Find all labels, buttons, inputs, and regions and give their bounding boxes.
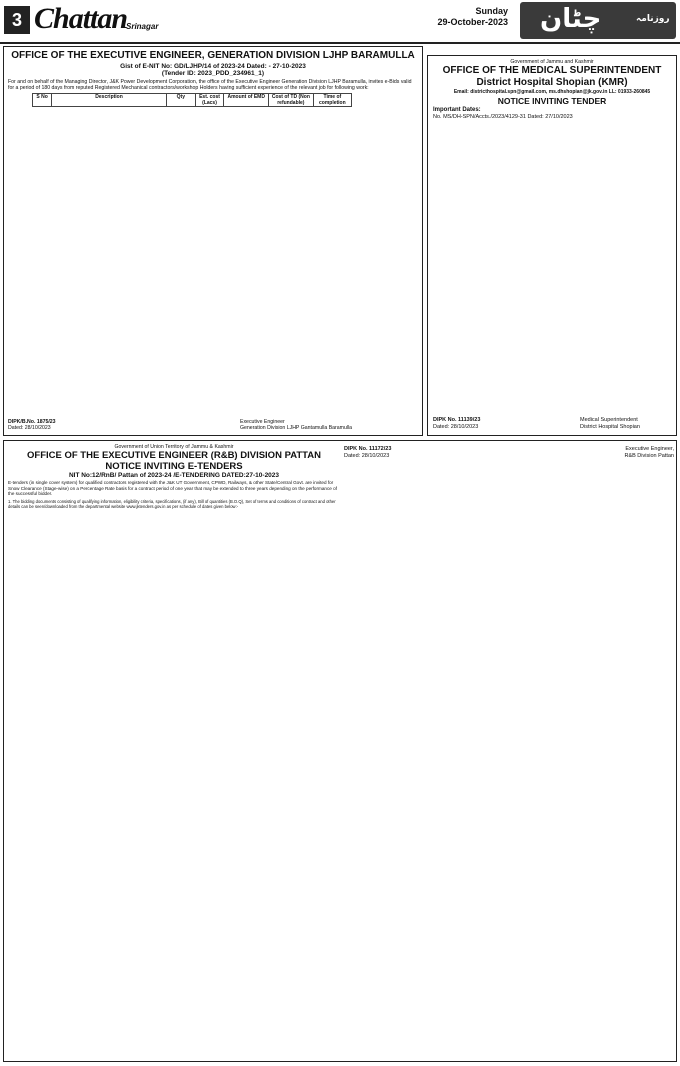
ad3-dipk: DIPK No. 11172/23 <box>344 446 392 452</box>
ad2-title1: OFFICE OF THE MEDICAL SUPERINTENDENT <box>442 65 662 77</box>
ad1-signature <box>240 419 352 431</box>
ad3-footer <box>344 446 674 466</box>
ad3-left-column <box>8 444 340 513</box>
ad2-signature <box>580 417 640 431</box>
ad2-important: Important Dates: <box>433 107 481 114</box>
issue-date-text: 29-October-2023 <box>437 17 508 27</box>
ad2-title2: District Hospital Shopian (KMR) <box>476 77 628 89</box>
ad3-title1: OFFICE OF THE EXECUTIVE ENGINEER (R&B) DIVISION PATTAN <box>27 450 321 462</box>
urdu-logo: چٹان <box>540 4 602 34</box>
table-header-row <box>33 94 352 107</box>
page-number: 3 <box>4 6 30 34</box>
ad3-note1: 1. The bidding documents consisting of qualifying information, eligibility criteria, specifications, (if any), Bill of quantities (B.O.Q), Set of terms and conditions of contract and other details can be seen/downloaded from the departmental website www.jktenders.gov.in as per schedule of dates given below:- <box>8 499 336 510</box>
issue-date <box>396 6 508 28</box>
ad1-dipk: DIPK/B.No. 1875/23 <box>8 418 56 425</box>
edition-label: Srinagar <box>126 22 159 31</box>
ad1-sign2: Generation Division LJHP Gantamulla Baramulla <box>240 424 353 431</box>
ad3-signature <box>624 446 674 459</box>
ad3-gov: Government of Union Territory of Jammu & Kashmir <box>114 444 234 450</box>
ad3-nit: NIT No:12/RnB/ Pattan of 2023-24 /E-TENDERING DATED:27-10-2023 <box>68 472 280 480</box>
ad3-title2: NOTICE INVITING E-TENDERS <box>105 461 243 473</box>
column-header: Amount of EMD <box>224 94 269 107</box>
ad2-gov: Government of Jammu and Kashmir <box>510 59 594 65</box>
ad3-right-column <box>344 444 674 466</box>
ad1-sign1: Executive Engineer <box>240 418 285 425</box>
ad2-email: Email: districthospital.spn@gmail.com, ms.dhshopian@jk.gov.in LL: 01933-260845 <box>453 89 651 96</box>
ad2-notice: NOTICE INVITING TENDER <box>497 96 607 107</box>
ad2-sign1: Medical Superintendent <box>580 417 638 423</box>
ad3-dated: Dated: 28/10/2023 <box>344 452 390 459</box>
ad-ljhp-baramulla <box>3 46 423 436</box>
ad1-intro: For and on behalf of the Managing Director, J&K Power Development Corporation, the office of the Executive Engineer Generation Division LJHP Baramulla, invites e-Bids valid for a period of 180 days from reputed Registered Mechanical contractors/workshop Holders having sufficient experience of the relevant job for following work: <box>8 79 412 92</box>
issue-day: Sunday <box>475 6 508 16</box>
column-header: Description <box>52 94 167 107</box>
ad1-title: OFFICE OF THE EXECUTIVE ENGINEER, GENERATION DIVISION LJHP BARAMULLA <box>11 50 415 61</box>
ad1-subtitle1: Gist of E-NIT No: GD/LJHP/14 of 2023-24 Dated: - 27-10-2023 <box>120 63 306 70</box>
ad3-ref <box>344 446 391 459</box>
ad2-dated: Dated: 28/10/2023 <box>433 424 479 430</box>
ad1-work-table <box>32 93 352 107</box>
newspaper-logo: Chattan <box>34 2 128 35</box>
masthead <box>0 0 680 44</box>
ad3-sign1: Executive Engineer, <box>625 446 674 452</box>
column-header: Est. cost (Lacs) <box>195 94 224 107</box>
column-header: Cost of TD (Non refundable) <box>269 94 314 107</box>
ad3-intro: E-tenders (in single cover system) for qualified contractors registered with the J&K UT Government, CPWD, Railways, & other State/Central Govt. are invited for Snow Clearance (Stage-wise) on a Percentage Rate basis for a contract period of one year that may be extended to three years depending on the performance of the successful bidder. <box>8 480 337 497</box>
ad-rnb-pattan <box>3 440 677 1062</box>
urdu-subtitle: روزنامہ <box>636 14 670 24</box>
ad2-sign2: District Hospital Shopian <box>580 424 640 430</box>
ad3-sign2: R&B Division Pattan <box>624 452 674 459</box>
ad2-dipk: DIPK No. 11139/23 <box>433 417 481 423</box>
ad2-ref <box>433 417 480 431</box>
column-header: Time of completion <box>313 94 351 107</box>
ad1-ref <box>8 419 56 431</box>
ad1-subtitle2: (Tender ID: 2023_PDD_234961_1) <box>161 70 265 77</box>
ad2-no: No. MS/DH-SPN/Accts./2023/4129-31 Dated: 27/10/2023 <box>433 114 573 121</box>
ad-dh-shopian <box>427 55 677 436</box>
column-header: Qty <box>166 94 195 107</box>
column-header: S No <box>33 94 52 107</box>
ad1-dated: Dated: 28/10/2023 <box>8 424 51 431</box>
